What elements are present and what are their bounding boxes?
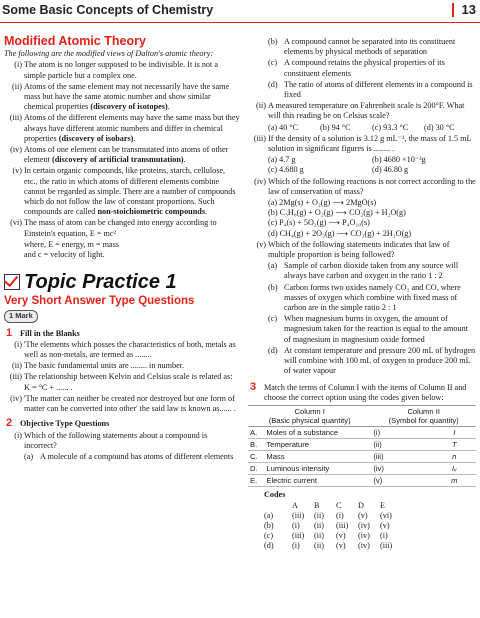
theory-point-text: Atoms of one element can be transmutated into atoms of other element <box>24 145 229 165</box>
fill-blank-item-number: (iv) <box>10 393 22 403</box>
question-2-heading: 2 Objective Type Questions <box>6 417 110 430</box>
row-letter: C. <box>248 450 264 462</box>
option-text: Sample of carbon dioxide taken from any source will always have carbon and oxygen in the ratio 1 : 2 <box>284 261 459 281</box>
codes-cell: (iii) <box>380 541 393 551</box>
codes-cell: (iii) <box>336 521 349 531</box>
codes-cell: (i) <box>292 521 300 531</box>
and-line: and c = velocity of light. <box>24 250 105 260</box>
fill-blank-item-number: (ii) <box>11 361 22 371</box>
theory-point-2 <box>4 113 240 144</box>
question-iii-options <box>248 155 476 175</box>
codes-cell: (iii) <box>292 511 305 521</box>
codes-cell: (iii) <box>292 531 305 541</box>
row-symbol: I <box>433 426 476 438</box>
option-3 <box>268 346 476 377</box>
fill-blank-item-text: 'The matter can neither be created nor destroyed but one form of matter can be converted into other' the said law is known as...... . <box>24 393 236 414</box>
codes-cell: (d) <box>264 541 274 551</box>
theory-point-bold: non-stoichiometric compounds <box>97 207 206 217</box>
theory-point-text: In certain organic compounds, like proteins, starch, cellulose, etc., the ratio in which atoms of different elements combine cannot be regarded as simple. There are a number of compounds which do not follow the law of constant proportions. Such compounds are called <box>24 166 236 217</box>
theory-point-text: The mass of atom can be changed into energy according to Einstein's equation, E = mc² <box>24 218 217 238</box>
fill-blank-item-number: (i) <box>14 339 22 349</box>
objective-item-0 <box>4 431 240 451</box>
codes-cell: (iv) <box>358 541 370 551</box>
option-2 <box>268 80 476 100</box>
option-2: (c) 93.3 °C <box>372 122 409 132</box>
row-numeral: (ii) <box>371 438 432 450</box>
option-1: (b) 94 °C <box>320 122 351 132</box>
theory-point-bold: (discovery of isobars) <box>58 133 134 143</box>
fill-blank-item-1 <box>4 361 240 371</box>
row-numeral: (i) <box>371 426 432 438</box>
equation-option-3: (d) CH₄(g) + 2O₂(g) ⟶ CO₂(g) + 2H₂O(g) <box>268 228 412 238</box>
codes-cell: (iv) <box>358 521 370 531</box>
option-text: A molecule of a compound has atoms of different elements <box>40 451 234 461</box>
match-row <box>248 474 476 486</box>
theory-point-number: (ii) <box>11 81 22 91</box>
theory-point-text: The atom is no longer supposed to be indivisible. It is not a simple particle but a complex one. <box>24 60 218 80</box>
page-header <box>0 0 480 23</box>
fill-blank-item-number: (iii) <box>9 372 22 382</box>
match-row <box>248 462 476 474</box>
question-3-heading: 3 Match the terms of Column I with the items of Column II and choose the correct option using the codes given below: <box>250 380 467 402</box>
match-row <box>248 438 476 450</box>
option-2: (c) 4.680 g <box>268 165 304 175</box>
codes-cell: (v) <box>358 511 368 521</box>
codes-cell: (v) <box>336 531 346 541</box>
header-divider <box>452 3 454 17</box>
option-0 <box>268 37 476 57</box>
page-number: 13 <box>461 2 476 17</box>
row-term: Moles of a substance <box>264 426 371 438</box>
option-number: (d) <box>268 345 278 355</box>
option-number: (a) <box>24 451 34 461</box>
codes-cell: (vi) <box>380 511 392 521</box>
option-3: (d) 46.80 g <box>372 165 409 175</box>
codes-cell: (v) <box>380 521 390 531</box>
row-letter: E. <box>248 474 264 486</box>
theory-point-tail: . <box>183 155 186 165</box>
chapter-title: Some Basic Concepts of Chemistry <box>2 3 214 17</box>
fill-blank-item-3 <box>4 394 240 414</box>
codes-cell: (iv) <box>358 531 370 541</box>
option-text: At constant temperature and pressure 200 mL of hydrogen will combine with 100 mL of oxygen to produce 200 mL of water vapour <box>284 345 476 376</box>
theory-point-1 <box>4 82 240 113</box>
question-iv-options <box>248 198 476 239</box>
theory-points <box>4 60 240 238</box>
option-2 <box>268 314 476 345</box>
question-v: (v) Which of the following statements indicates that law of multiple proportion is being followed? <box>256 239 450 260</box>
row-symbol: Iᵥ <box>433 462 476 474</box>
codes-cell: (i) <box>380 531 388 541</box>
theory-point-bold: (discovery of isotopes) <box>90 102 168 112</box>
option-0 <box>268 261 476 281</box>
codes-cell: (a) <box>264 511 274 521</box>
codes-cell: (ii) <box>314 521 325 531</box>
column-1-header: Column I (Basic physical quantity) <box>248 405 371 426</box>
left-column <box>4 26 240 463</box>
theory-point-number: (iv) <box>10 145 22 155</box>
match-row <box>248 426 476 438</box>
codes-cell: (ii) <box>314 541 325 551</box>
option-1 <box>268 283 476 314</box>
codes-header-cell: A <box>292 501 298 511</box>
vsa-heading: Very Short Answer Type Questions <box>4 295 195 308</box>
column-2-header: Column II (Symbol for quantity) <box>371 405 476 426</box>
where-line: where, E = energy, m = mass <box>24 239 119 249</box>
row-term: Temperature <box>264 438 371 450</box>
option-number: (b) <box>268 282 278 292</box>
equation-option-0: (a) 2Mg(s) + O₂(g) ⟶ 2MgO(s) <box>268 198 377 208</box>
codes-header-cell: E <box>380 501 386 511</box>
right-column <box>248 36 476 551</box>
row-numeral: (iii) <box>371 450 432 462</box>
option-number: (c) <box>268 314 278 324</box>
equation-option-1: (b) C₃H₈(g) + O₂(g) ⟶ CO₂(g) + H₂O(g) <box>268 208 406 218</box>
option-text: A compound cannot be separated into its constituent elements by physical methods of separation <box>284 37 456 57</box>
codes-cell: (ii) <box>314 511 325 521</box>
codes-cell: (ii) <box>314 531 325 541</box>
objective-item-text: Which of the following statements about a compound is incorrect? <box>24 430 208 450</box>
row-symbol: n <box>433 450 476 462</box>
question-1-heading: 1 Fill in the Blanks <box>6 326 80 339</box>
row-symbol: m <box>433 474 476 486</box>
option-number: (d) <box>268 79 278 89</box>
codes-header-cell: D <box>358 501 364 511</box>
fill-blank-item-2 <box>4 372 240 392</box>
theory-point-text: Atoms of the different elements may have the same mass but they always have different atomic numbers and differ in chemical properties <box>24 113 240 143</box>
question-v-options <box>248 261 476 376</box>
theory-point-3 <box>4 145 240 165</box>
theory-point-number: (v) <box>12 166 22 176</box>
option-number: (c) <box>268 58 278 68</box>
question-ii: (ii) A measured temperature on Fahrenheit scale is 200°F. What will this reading be on Celsius scale? <box>255 101 465 121</box>
theory-point-0 <box>4 60 240 80</box>
codes-cell: (v) <box>336 541 346 551</box>
continued-options <box>248 37 476 100</box>
codes-header-cell: C <box>336 501 342 511</box>
option-3: (d) 30 °C <box>424 122 455 132</box>
row-letter: A. <box>248 426 264 438</box>
section-intro: The following are the modified views of Dalton's atomic theory: <box>4 49 214 59</box>
row-term: Electric current <box>264 474 371 486</box>
theory-point-tail: . <box>167 102 170 112</box>
theory-point-number: (iii) <box>9 113 22 123</box>
row-letter: D. <box>248 462 264 474</box>
codes-header-cell: B <box>314 501 320 511</box>
objective-suboptions <box>4 452 240 462</box>
question-ii-options <box>248 123 476 133</box>
row-term: Mass <box>264 450 371 462</box>
codes-cell: (i) <box>336 511 344 521</box>
row-letter: B. <box>248 438 264 450</box>
theory-point-number: (vi) <box>10 218 22 228</box>
theory-point-5 <box>4 218 240 238</box>
fill-blank-item-text: The relationship between Kelvin and Celsius scale is related as: K = °C + ...... . <box>24 372 233 392</box>
theory-point-text: Atoms of the same element may not necessarily have the same mass but have the same atomic number and show similar chemical properties <box>24 81 230 112</box>
question-1-items <box>4 340 240 414</box>
fill-blank-item-text: 'The elements which posses the characteristics of both, metals as well as non-metals, are termed as ........ <box>24 339 236 360</box>
codes-cell: (b) <box>264 521 274 531</box>
question-2-items <box>4 431 240 463</box>
option-0 <box>24 452 240 462</box>
fill-blank-item-0 <box>4 340 240 360</box>
option-number: (b) <box>268 37 278 46</box>
objective-item-number: (i) <box>14 430 22 440</box>
match-table <box>248 405 476 487</box>
codes-cell: (i) <box>292 541 300 551</box>
option-1: (b) 4680 ×10⁻³g <box>372 155 426 165</box>
codes-grid <box>264 501 476 551</box>
theory-point-tail: . <box>133 133 136 143</box>
codes-title: Codes <box>264 489 286 499</box>
theory-point-number: (i) <box>14 60 22 70</box>
theory-point-bold: (discovery of artificial transmutation) <box>51 155 184 165</box>
codes-header-cell <box>264 501 292 511</box>
option-text: A compound retains the physical properties of its constituent elements <box>284 58 445 78</box>
section-title: Modified Atomic Theory <box>4 34 146 48</box>
theory-point-4 <box>4 166 240 217</box>
option-0: (a) 40 °C <box>268 122 299 132</box>
option-0: (a) 4.7 g <box>268 155 296 165</box>
row-term: Luminous intensity <box>264 462 371 474</box>
question-iii: (iii) If the density of a solution is 3.12 g mL⁻¹, the mass of 1.5 mL solution in significant figures is ........ . <box>253 133 472 154</box>
theory-point-tail: . <box>205 207 208 217</box>
row-numeral: (iv) <box>371 462 432 474</box>
option-1 <box>268 58 476 78</box>
option-number: (a) <box>268 261 278 271</box>
topic-practice-heading: Topic Practice 1 <box>4 274 240 290</box>
match-row <box>248 450 476 462</box>
fill-blank-item-text: The basic fundamental units are ........ in number. <box>24 361 185 371</box>
equation-option-2: (c) P₄(s) + 5O₂(g) ⟶ P₄O₁₀(s) <box>268 218 370 228</box>
row-numeral: (v) <box>371 474 432 486</box>
question-iv: (iv) Which of the following reactions is not correct according to the law of conservation of mass? <box>254 176 476 196</box>
mark-badge: 1 Mark <box>4 310 38 322</box>
row-symbol: T <box>433 438 476 450</box>
checkbox-icon <box>4 274 20 290</box>
codes-cell: (c) <box>264 531 274 541</box>
option-text: The ratio of atoms of different elements in a compound is fixed <box>284 79 473 100</box>
option-text: Carbon forms two oxides namely CO₂ and CO, where masses of oxygen which combine with fixed mass of carbon are in the simple ratio 2 : 1 <box>284 282 461 313</box>
option-text: When magnesium burns in oxygen, the amount of magnesium taken for the reaction is equal to the amount of magnesium in magnesium oxide formed <box>284 314 468 344</box>
